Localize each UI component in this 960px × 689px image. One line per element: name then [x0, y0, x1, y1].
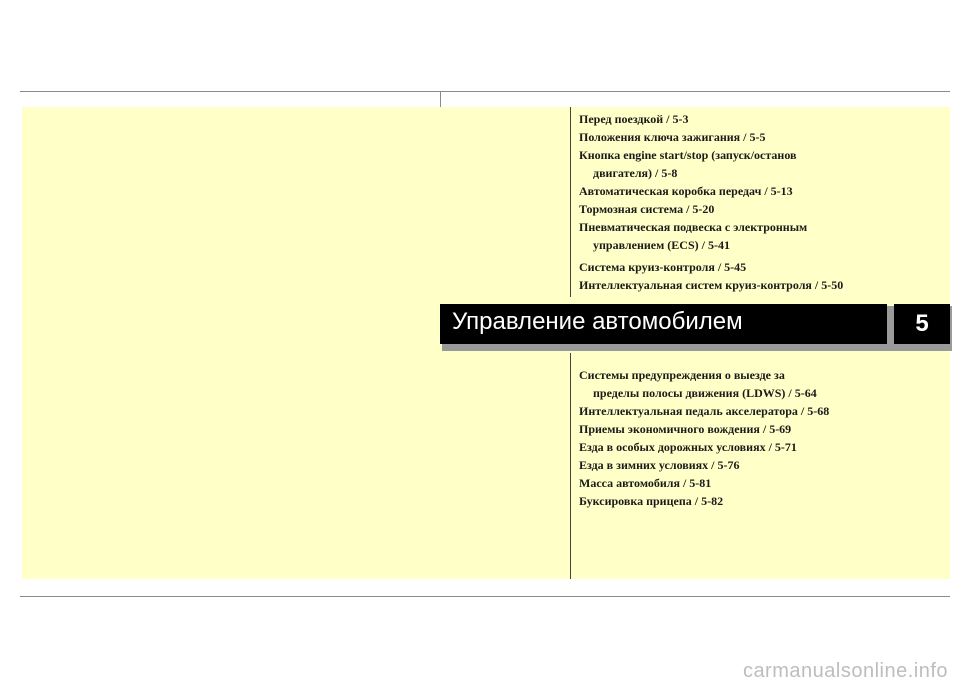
toc-entry[interactable]: двигателя) / 5-8: [593, 166, 678, 180]
top-rule: [20, 91, 950, 92]
toc-entry[interactable]: Интеллектуальная систем круиз-контроля / 5-50: [579, 278, 844, 292]
toc-entry[interactable]: пределы полосы движения (LDWS) / 5-64: [593, 386, 817, 400]
toc-entry[interactable]: Системы предупреждения о выезде за: [579, 368, 785, 382]
toc-entry[interactable]: Кнопка engine start/stop (запуск/останов: [579, 148, 797, 162]
toc-entry[interactable]: Пневматическая подвеска с электронным: [579, 220, 808, 234]
toc-entry[interactable]: Перед поездкой / 5-3: [579, 112, 689, 126]
chapter-number: 5: [894, 304, 950, 344]
toc-entry[interactable]: Езда в особых дорожных условиях / 5-71: [579, 440, 797, 454]
toc-entry[interactable]: Положения ключа зажигания / 5-5: [579, 130, 766, 144]
toc-entry[interactable]: Масса автомобиля / 5-81: [579, 476, 712, 490]
watermark: carmanualsonline.info: [742, 660, 948, 682]
toc-entry[interactable]: Буксировка прицепа / 5-82: [579, 494, 724, 508]
toc-entry[interactable]: Интеллектуальная педаль акселератора / 5-68: [579, 404, 830, 418]
toc-divider-upper: [570, 107, 571, 297]
toc-entry[interactable]: Система круиз-контроля / 5-45: [579, 260, 747, 274]
toc-entry[interactable]: Приемы экономичного вождения / 5-69: [579, 422, 792, 436]
toc-entry[interactable]: Тормозная система / 5-20: [579, 202, 715, 216]
toc-entry[interactable]: Езда в зимних условиях / 5-76: [579, 458, 740, 472]
toc-list-upper: [579, 110, 843, 294]
toc-entry[interactable]: Автоматическая коробка передач / 5-13: [579, 184, 793, 198]
toc-list-lower: [579, 366, 829, 510]
toc-entry[interactable]: управлением (ECS) / 5-41: [593, 238, 730, 252]
toc-divider-lower: [570, 353, 571, 579]
chapter-title: Управление автомобилем: [440, 304, 887, 344]
bottom-rule: [20, 596, 950, 597]
top-tick: [440, 91, 441, 107]
